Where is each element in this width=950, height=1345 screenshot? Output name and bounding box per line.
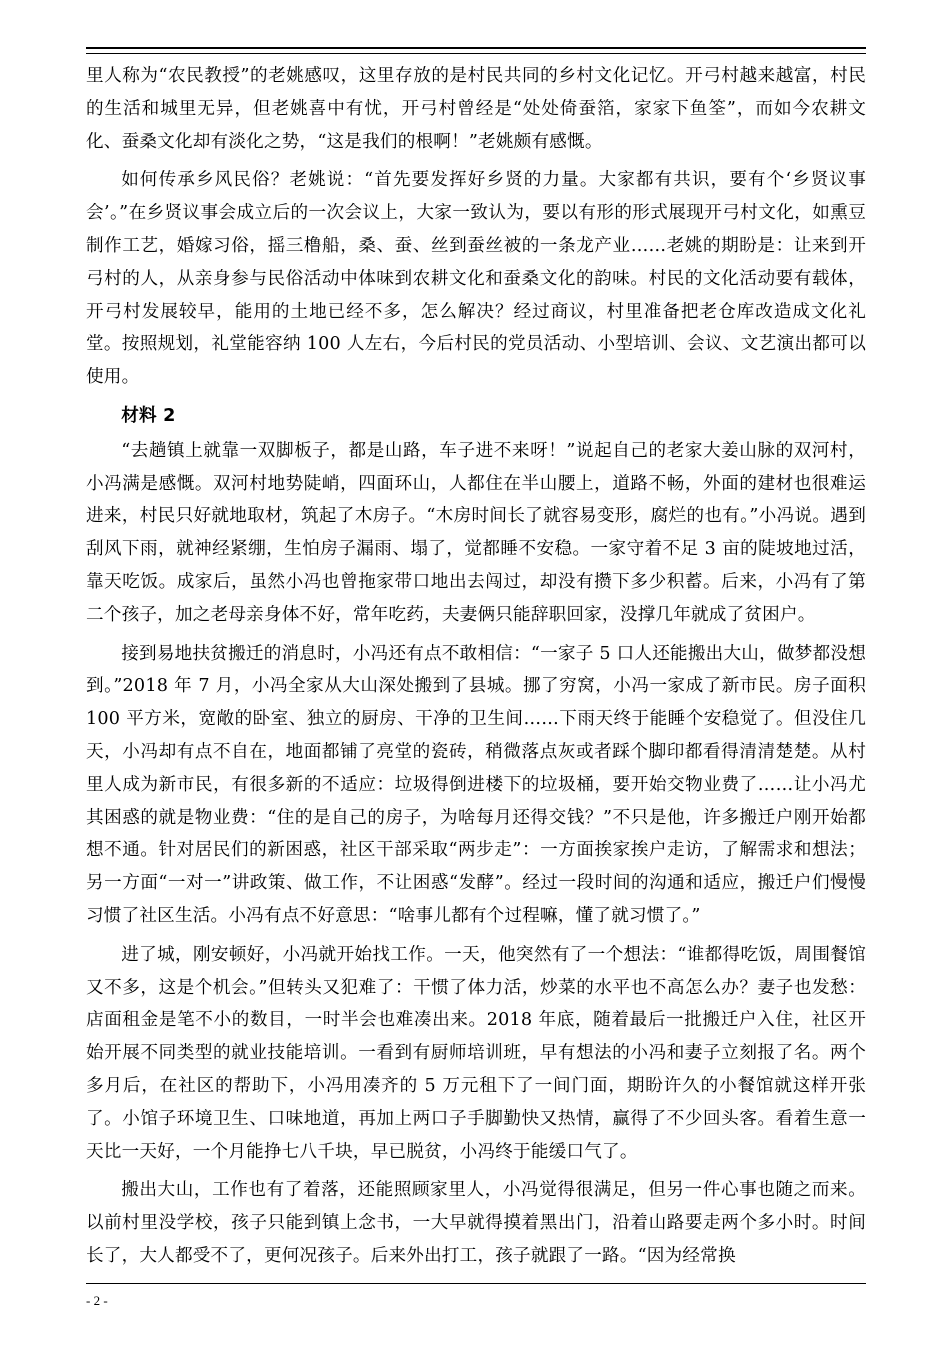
document-body [86,60,866,1279]
header-rule-thin [86,53,866,54]
paragraph-1: 里人称为“农民教授”的老姚感叹，这里存放的是村民共同的乡村文化记忆。开弓村越来越富，村民的生活和城里无异，但老姚喜中有忧，开弓村曾经是“处处倚蚕箔，家家下鱼筌”，而如今农耕文化、蚕桑文化却有淡化之势，“这是我们的根啊！”老姚颇有感慨。 [86,66,866,152]
paragraph-3: “去趟镇上就靠一双脚板子，都是山路，车子进不来呀！”说起自己的老家大姜山脉的双河村，小冯满是感慨。双河村地势陡峭，四面环山，人都住在半山腰上，道路不畅，外面的建材也很难运进来，村民只好就地取材，筑起了木房子。“木房时间长了就容易变形，腐烂的也有。”小冯说。遇到刮风下雨，就神经紧绷，生怕房子漏雨、塌了，觉都睡不安稳。一家守着不足 3 亩的陡坡地过活，靠天吃饭。成家后，虽然小冯也曾拖家带口地出去闯过，却没有攒下多少积蓄。后来，小冯有了第二个孩子，加之老母亲身体不好，常年吃药，夫妻俩只能辞职回家，没撑几年就成了贫困户。 [86,440,866,625]
paragraph-4: 接到易地扶贫搬迁的消息时，小冯还有点不敢相信：“一家子 5 口人还能搬出大山，做梦都没想到。”2018 年 7 月，小冯全家从大山深处搬到了县城。挪了穷窝，小冯一家成了新市民。房子面积 100 平方米，宽敞的卧室、独立的厨房、干净的卫生间……下雨天终于能睡个安稳觉了。但没住几天，小冯却有点不自在，地面都铺了亮堂的瓷砖，稍微落点灰或者踩个脚印都看得清清楚楚。从村里人成为新市民，有很多新的不适应：垃圾得倒进楼下的垃圾桶，要开始交物业费了……让小冯尤其困惑的就是物业费：“住的是自己的房子，为啥每月还得交钱？”不只是他，许多搬迁户刚开始都想不通。针对居民们的新困惑，社区干部采取“两步走”：一方面挨家挨户走访，了解需求和想法；另一方面“一对一”讲政策、做工作，不让困惑“发酵”。经过一段时间的沟通和适应，搬迁户们慢慢习惯了社区生活。小冯有点不好意思：“啥事儿都有个过程嘛，懂了就习惯了。” [86,643,866,926]
section-heading: 材料 2 [121,405,176,426]
header-rule-thick [86,47,866,49]
paragraph-5: 进了城，刚安顿好，小冯就开始找工作。一天，他突然有了一个想法：“谁都得吃饭，周围餐馆又不多，这是个机会。”但转头又犯难了：干惯了体力活，炒菜的水平也不高怎么办？妻子也发愁：店面租金是笔不小的数目，一时半会也难凑出来。2018 年底，随着最后一批搬迁户入住，社区开始开展不同类型的就业技能培训。一看到有厨师培训班，早有想法的小冯和妻子立刻报了名。两个多月后，在社区的帮助下，小冯用凑齐的 5 万元租下了一间门面，期盼许久的小餐馆就这样开张了。小馆子环境卫生、口味地道，再加上两口子手脚勤快又热情，赢得了不少回头客。看着生意一天比一天好，一个月能挣七八千块，早已脱贫，小冯终于能缓口气了。 [86,944,866,1162]
footer-rule [86,1283,866,1284]
paragraph-2: 如何传承乡风民俗？老姚说：“首先要发挥好乡贤的力量。大家都有共识，要有个‘乡贤议事会’。”在乡贤议事会成立后的一次会议上，大家一致认为，要以有形的形式展现开弓村文化，如熏豆制作工艺，婚嫁习俗，摇三橹船，桑、蚕、丝到蚕丝被的一条龙产业……老姚的期盼是：让来到开弓村的人，从亲身参与民俗活动中体味到农耕文化和蚕桑文化的韵味。村民的文化活动要有载体，开弓村发展较早，能用的土地已经不多，怎么解决？经过商议，村里准备把老仓库改造成文化礼堂。按照规划，礼堂能容纳 100 人左右，今后村民的党员活动、小型培训、会议、文艺演出都可以使用。 [86,170,866,388]
page-number: - 2 - [86,1293,108,1308]
paragraph-6: 搬出大山，工作也有了着落，还能照顾家里人，小冯觉得很满足，但另一件心事也随之而来。以前村里没学校，孩子只能到镇上念书，一大早就得摸着黑出门，沿着山路要走两个多小时。时间长了，大人都受不了，更何况孩子。后来外出打工，孩子就跟了一路。“因为经常换 [86,1180,866,1266]
